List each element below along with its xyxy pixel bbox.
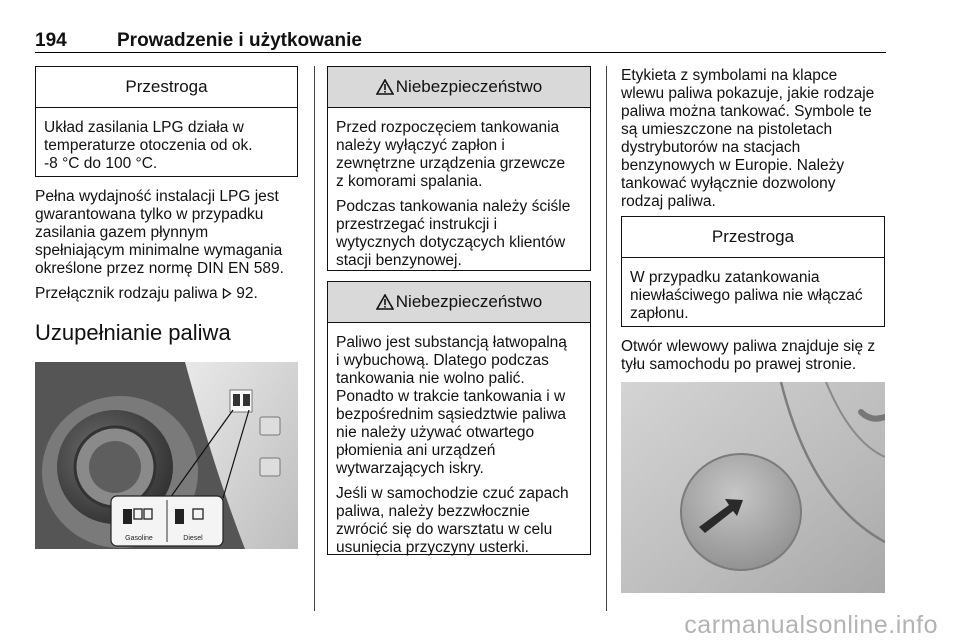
caution-body [36, 108, 297, 181]
text-line: zwrócić się do warsztatu w celu [336, 521, 553, 538]
page-header [35, 30, 362, 52]
warning-triangle-icon [376, 294, 394, 310]
text-line: Przełącznik rodzaju paliwa [35, 285, 218, 302]
text-line: Podczas tankowania należy ściśle [336, 198, 571, 215]
text-line: rodzaj paliwa. [621, 193, 716, 210]
page-title: Prowadzenie i użytkowanie [117, 30, 362, 51]
danger-title-text: Niebezpieczeństwo [395, 77, 543, 96]
caution-line: temperaturze otoczenia od ok. [44, 137, 253, 154]
text-line: benzynowych w Europie. Należy [621, 157, 845, 174]
text-line: dystrybutorów na stacjach [621, 139, 801, 156]
text-line: tyłu samochodu po prawej stronie. [621, 356, 857, 373]
text-line: wlewu paliwa pokazuje, jakie rodzaje [621, 85, 875, 102]
danger-title [328, 67, 590, 108]
danger-body [328, 108, 590, 278]
text-line: wytwarzających iskry. [336, 460, 484, 477]
watermark: carmanualsonline.info [684, 611, 938, 639]
text-line: tankowania nie wolno palić. [336, 370, 525, 387]
caution-box-lpg [35, 66, 298, 177]
fuel-switch-reference [35, 285, 310, 303]
text-line: należy wyłączyć zapłon i [336, 137, 505, 154]
diesel-label: Diesel [183, 535, 203, 542]
text-line: zewnętrzne urządzenia grzewcze [336, 155, 566, 172]
fuel-flap-photo [35, 362, 298, 549]
header-rule [35, 52, 886, 53]
caution-line: W przypadku zatankowania [630, 269, 820, 286]
gasoline-label: Gasoline [125, 535, 153, 542]
text-line: paliwa można tankować. Symbole te [621, 103, 872, 120]
danger-body [328, 323, 590, 565]
caution-title: Przestroga [622, 217, 884, 258]
page-reference-link[interactable]: 92. [236, 285, 258, 302]
lpg-paragraph [35, 188, 310, 278]
text-line: tankować wyłącznie dozwolony [621, 175, 836, 192]
column-divider-2 [606, 66, 607, 611]
text-line: Jeśli w samochodzie czuć zapach [336, 485, 569, 502]
text-line: spełniającym minimalne wymagania [35, 242, 283, 259]
text-line: gwarantowana tylko w przypadku [35, 206, 264, 223]
danger-box-fuel-flammable [327, 281, 591, 555]
text-line: i wybuchową. Dlatego podczas [336, 352, 549, 369]
warning-triangle-icon [376, 79, 394, 95]
text-line: z komorami spalania. [336, 173, 483, 190]
page-number: 194 [35, 30, 67, 51]
text-line: są umieszczone na pistoletach [621, 121, 833, 138]
text-line: paliwa, należy bezzwłocznie [336, 503, 530, 520]
caution-line: -8 °C do 100 °C. [44, 155, 158, 172]
text-line: Etykieta z symbolami na klapce [621, 67, 838, 84]
fuel-label-paragraph [621, 67, 896, 211]
page-reference-arrow-icon [222, 288, 232, 299]
section-heading: Uzupełnianie paliwa [35, 320, 231, 345]
text-line: Paliwo jest substancją łatwopalną [336, 334, 567, 351]
text-line: wytycznych dotyczących klientów [336, 234, 566, 251]
danger-box-refuelling [327, 66, 591, 271]
danger-title [328, 282, 590, 323]
car-rear-fuel-flap-photo [621, 382, 885, 593]
text-line: nie należy używać otwartego [336, 424, 535, 441]
text-line: określone przez normę DIN EN 589. [35, 260, 284, 277]
danger-title-text: Niebezpieczeństwo [395, 292, 543, 311]
caution-line: Układ zasilania LPG działa w [44, 119, 244, 136]
filler-location-paragraph [621, 338, 896, 374]
text-line: Otwór wlewowy paliwa znajduje się z [621, 338, 876, 355]
caution-title: Przestroga [36, 67, 297, 108]
text-line: stacji benzynowej. [336, 252, 462, 269]
text-line: Ponadto w trakcie tankowania i w [336, 388, 566, 405]
caution-line: niewłaściwego paliwa nie włączać [630, 287, 863, 304]
caution-line: zapłonu. [630, 305, 689, 322]
text-line: usunięcia przyczyny usterki. [336, 539, 529, 556]
caution-box-wrong-fuel [621, 216, 885, 327]
column-divider-1 [314, 66, 315, 611]
caution-body [622, 258, 884, 331]
text-line: bezpośrednim sąsiedztwie paliwa [336, 406, 567, 423]
text-line: Przed rozpoczęciem tankowania [336, 119, 560, 136]
text-line: zasilania gazem płynnym [35, 224, 209, 241]
text-line: płomienia ani urządzeń [336, 442, 496, 459]
text-line: przestrzegać instrukcji i [336, 216, 498, 233]
text-line: Pełna wydajność instalacji LPG jest [35, 188, 279, 205]
